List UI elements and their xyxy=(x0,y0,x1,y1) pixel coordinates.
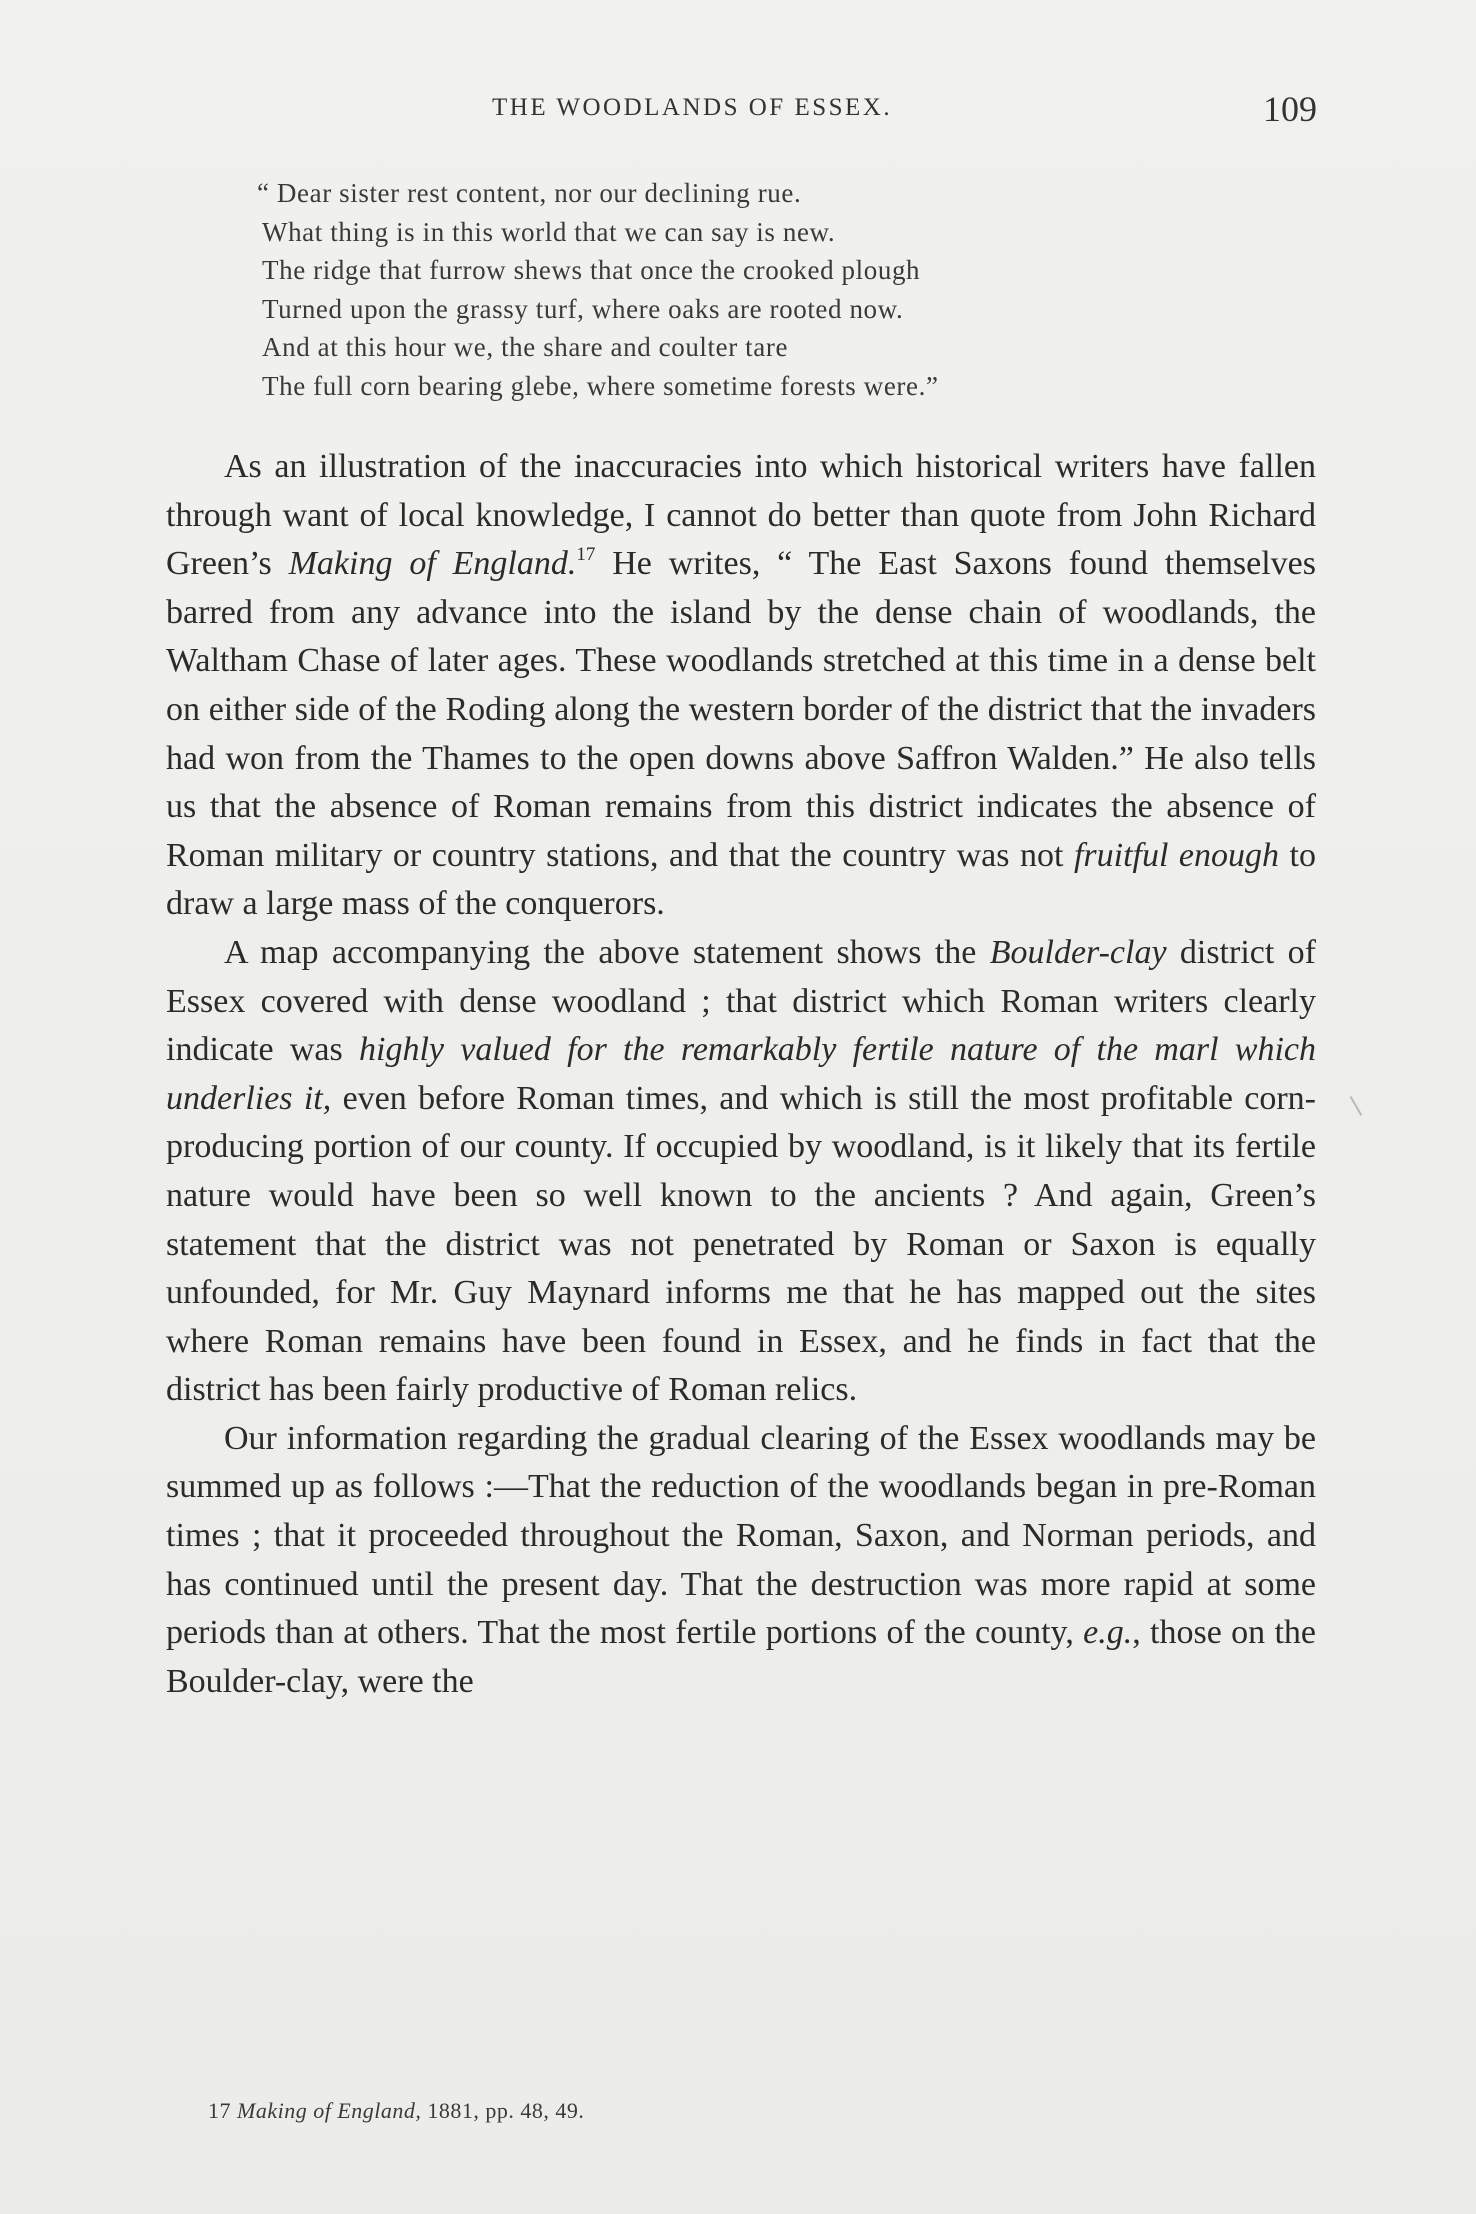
verse-line: “ Dear sister rest content, nor our declining rue. xyxy=(257,178,802,208)
italic-term: Boulder-clay xyxy=(989,933,1167,971)
italic-phrase: fruitful enough xyxy=(1073,836,1280,874)
text-run: He writes, “ The East Saxons found themselves barred from any advance into the island by the dense chain of woodlands, the Waltham Chase of later ages. These woodlands stretched at this time in a dense belt on either side of the Roding along the western border of the district that the invaders had won from the Thames to the open downs above Saffron Walden.” He also tells us that the absence of Roman remains from this district indicates the absence of Roman military or country stations, and that the country was not xyxy=(166,545,1316,874)
text-run: , those on the Boulder-clay, were the xyxy=(166,1614,1316,1700)
paragraph-woodland-clearing xyxy=(166,1415,1316,1707)
footnote-italic-title: Making of England, xyxy=(237,2098,422,2123)
text-run: even before Roman times, and which is still the most profitable corn-producing portion of our county. If occupied by woodland, is it likely that its fertile nature would have been so well known to the ancients ? And again, Green’s statement that the district was not penetrated by Roman or Saxon is equally unfounded, for Mr. Guy Maynard informs me that he has mapped out the sites where Roman remains have been found in Essex, and he finds in fact that the district has been fairly productive of Roman relics. xyxy=(166,1079,1316,1409)
italic-abbreviation: e.g. xyxy=(1083,1614,1133,1652)
footnote xyxy=(208,2098,584,2124)
paragraph-green-quotation xyxy=(166,443,1316,929)
verse-line: What thing is in this world that we can say is new. xyxy=(262,216,836,247)
verse-line: The ridge that furrow shews that once the crooked plough xyxy=(262,255,921,285)
print-blemish xyxy=(1350,1096,1363,1116)
verse-line: Turned upon the grassy turf, where oaks are rooted now. xyxy=(262,293,904,324)
running-title: THE WOODLANDS OF ESSEX. xyxy=(492,94,893,121)
italic-phrase: highly valued for the remarkably fertile nature of the marl which underlies it, xyxy=(166,1031,1316,1117)
text-run: Our information regarding the gradual clearing of the Essex woodlands may be summed up as follows :—That the reduction of the woodlands began in pre-Roman times ; that it proceeded throughout the Roman, Saxon, and Norman periods, and has continued until the present day. That the destruction was more rapid at some periods than at others. That the most fertile portions of the county, xyxy=(166,1419,1316,1652)
paragraph-boulder-clay xyxy=(166,929,1316,1415)
footnote-number: 17 xyxy=(208,2098,231,2123)
verse-quotation xyxy=(257,174,1262,405)
text-run: to draw a large mass of the conquerors. xyxy=(166,836,1316,923)
footnote-text: 1881, pp. 48, 49. xyxy=(421,2098,585,2123)
text-run: A map accompanying the above statement shows the xyxy=(224,933,990,971)
text-run: district of Essex covered with dense woodland ; that district which Roman writers clearly indicate was xyxy=(166,933,1316,1069)
page-number: 109 xyxy=(1263,89,1317,129)
verse-line: The full corn bearing glebe, where sometime forests were.” xyxy=(262,370,939,401)
italic-book-title: Making of England. xyxy=(288,545,577,583)
verse-line: And at this hour we, the share and coulter tare xyxy=(262,332,789,362)
footnote-reference: 17 xyxy=(576,544,596,566)
text-run: As an illustration of the inaccuracies into which historical writers have fallen through want of local knowledge, I cannot do better than quote from John Richard Green’s xyxy=(166,448,1316,583)
body-text xyxy=(166,443,1316,1706)
page-header xyxy=(0,86,1476,136)
